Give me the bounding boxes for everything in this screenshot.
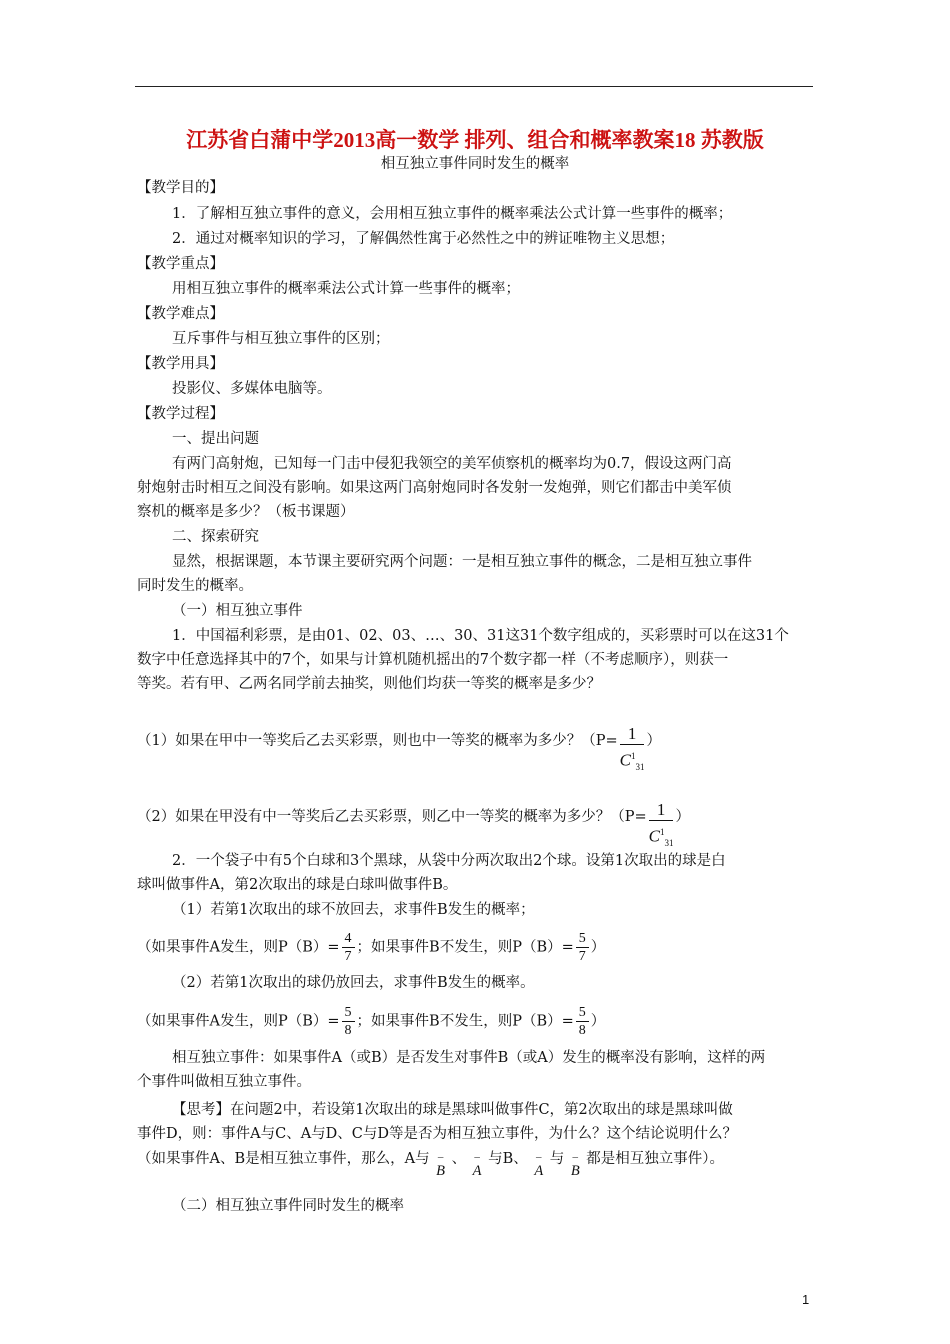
part2-line: 显然，根据课题，本节课主要研究两个问题：一是相互独立事件的概念，二是相互独立事件 bbox=[172, 554, 752, 570]
fraction-numerator: 1 bbox=[620, 724, 645, 745]
probability-fraction: $\frac{5}{8}$ bbox=[342, 1004, 355, 1039]
question-1a bbox=[137, 714, 661, 773]
document-title: 江苏省白蒲中学2013高一数学 排列、组合和概率教案18 苏教版 bbox=[186, 128, 764, 152]
question-1a-text: （1）如果在甲中一等奖后乙去买彩票，则也中一等奖的概率为多少？（P= bbox=[137, 733, 618, 750]
probability-fraction: $\frac{4}{7}$ bbox=[342, 930, 355, 965]
key-points-header: 【教学重点】 bbox=[137, 256, 224, 272]
part2-title: 二、探索研究 bbox=[172, 529, 259, 545]
lesson-subtitle: 相互独立事件同时发生的概率 bbox=[380, 156, 570, 172]
think-line-events: （如果事件A、B是相互独立事件，那么，A与– B、– A与B、– A与– B都是相互独立事件）。 bbox=[137, 1149, 724, 1169]
question-1b bbox=[137, 790, 690, 849]
question-1b-text: （2）如果在甲没有中一等奖后乙去买彩票，则乙中一等奖的概率为多少？（P= bbox=[137, 809, 647, 826]
part1-line: 察机的概率是多少？（板书课题） bbox=[137, 504, 355, 520]
question-2b-answer: （如果事件A发生，则P（B）= $\frac{5}{8}$ ；如果事件B不发生，则P（B）= $\frac{5}{8}$ ） bbox=[137, 1005, 606, 1038]
fraction-denominator: $C^1_{31}$ bbox=[619, 750, 645, 773]
part2-line: 同时发生的概率。 bbox=[137, 578, 253, 594]
close-paren: ） bbox=[675, 809, 690, 826]
probability-fraction bbox=[620, 724, 645, 778]
probability-fraction: $\frac{5}{8}$ bbox=[576, 1004, 589, 1039]
difficulty-text: 互斥事件与相互独立事件的区别； bbox=[172, 331, 390, 347]
fraction-numerator: 1 bbox=[649, 800, 674, 821]
complement-b: – B bbox=[564, 1161, 586, 1181]
page-number: 1 bbox=[802, 1292, 810, 1307]
complement-a: – A bbox=[466, 1161, 488, 1181]
close-paren: ） bbox=[646, 733, 661, 750]
fraction-denominator: $C^1_{31}$ bbox=[648, 826, 674, 849]
part1-line: 射炮射击时相互之间没有影响。如果这两门高射炮同时各发射一发炮弹，则它们都击中美军侦 bbox=[137, 480, 732, 496]
subsection-2-title: （二）相互独立事件同时发生的概率 bbox=[172, 1198, 404, 1214]
subsection-1-title: （一）相互独立事件 bbox=[172, 603, 303, 619]
tools-header: 【教学用具】 bbox=[137, 356, 224, 372]
question-2a: （1）若第1次取出的球不放回去，求事件B发生的概率； bbox=[172, 902, 535, 918]
question-2-line: 2．一个袋子中有5个白球和3个黑球，从袋中分两次取出2个球。设第1次取出的球是白 bbox=[172, 853, 726, 869]
question-2a-answer: （如果事件A发生，则P（B）= $\frac{4}{7}$ ；如果事件B不发生，则P（B）= $\frac{5}{7}$ ） bbox=[137, 931, 606, 964]
objectives-header: 【教学目的】 bbox=[137, 180, 224, 196]
difficulty-header: 【教学难点】 bbox=[137, 306, 224, 322]
question-2-line: 球叫做事件A，第2次取出的球是白球叫做事件B。 bbox=[137, 877, 458, 893]
definition-line: 个事件叫做相互独立事件。 bbox=[137, 1074, 311, 1090]
complement-b: – B bbox=[430, 1161, 452, 1181]
think-line: 【思考】在问题2中，若设第1次取出的球是黑球叫做事件C，第2次取出的球是黑球叫做 bbox=[172, 1102, 733, 1118]
question-2b: （2）若第1次取出的球仍放回去，求事件B发生的概率。 bbox=[172, 975, 535, 991]
question-1-line: 1．中国福利彩票，是由01、02、03、…、30、31这31个数字组成的，买彩票时可以在这31个 bbox=[172, 628, 789, 644]
probability-fraction: $\frac{5}{7}$ bbox=[576, 930, 589, 965]
think-line: 事件D，则：事件A与C、A与D、C与D等是否为相互独立事件，为什么？这个结论说明什么？ bbox=[137, 1126, 738, 1142]
process-header: 【教学过程】 bbox=[137, 406, 224, 422]
tools-text: 投影仪、多媒体电脑等。 bbox=[172, 381, 332, 397]
part1-title: 一、提出问题 bbox=[172, 431, 259, 447]
complement-a: – A bbox=[528, 1161, 550, 1181]
part1-line: 有两门高射炮，已知每一门击中侵犯我领空的美军侦察机的概率均为0.7，假设这两门高 bbox=[172, 456, 732, 472]
probability-fraction bbox=[649, 800, 674, 854]
objective-1: 1．了解相互独立事件的意义，会用相互独立事件的概率乘法公式计算一些事件的概率； bbox=[172, 206, 733, 222]
question-1-line: 等奖。若有甲、乙两名同学前去抽奖，则他们均获一等奖的概率是多少？ bbox=[137, 676, 601, 692]
objective-2: 2．通过对概率知识的学习，了解偶然性寓于必然性之中的辨证唯物主义思想； bbox=[172, 231, 675, 247]
header-rule bbox=[135, 86, 813, 87]
question-1-line: 数字中任意选择其中的7个，如果与计算机随机摇出的7个数字都一样（不考虑顺序），则获一 bbox=[137, 652, 729, 668]
key-points-text: 用相互独立事件的概率乘法公式计算一些事件的概率； bbox=[172, 281, 520, 297]
definition-line: 相互独立事件：如果事件A（或B）是否发生对事件B（或A）发生的概率没有影响，这样的两 bbox=[172, 1050, 766, 1066]
